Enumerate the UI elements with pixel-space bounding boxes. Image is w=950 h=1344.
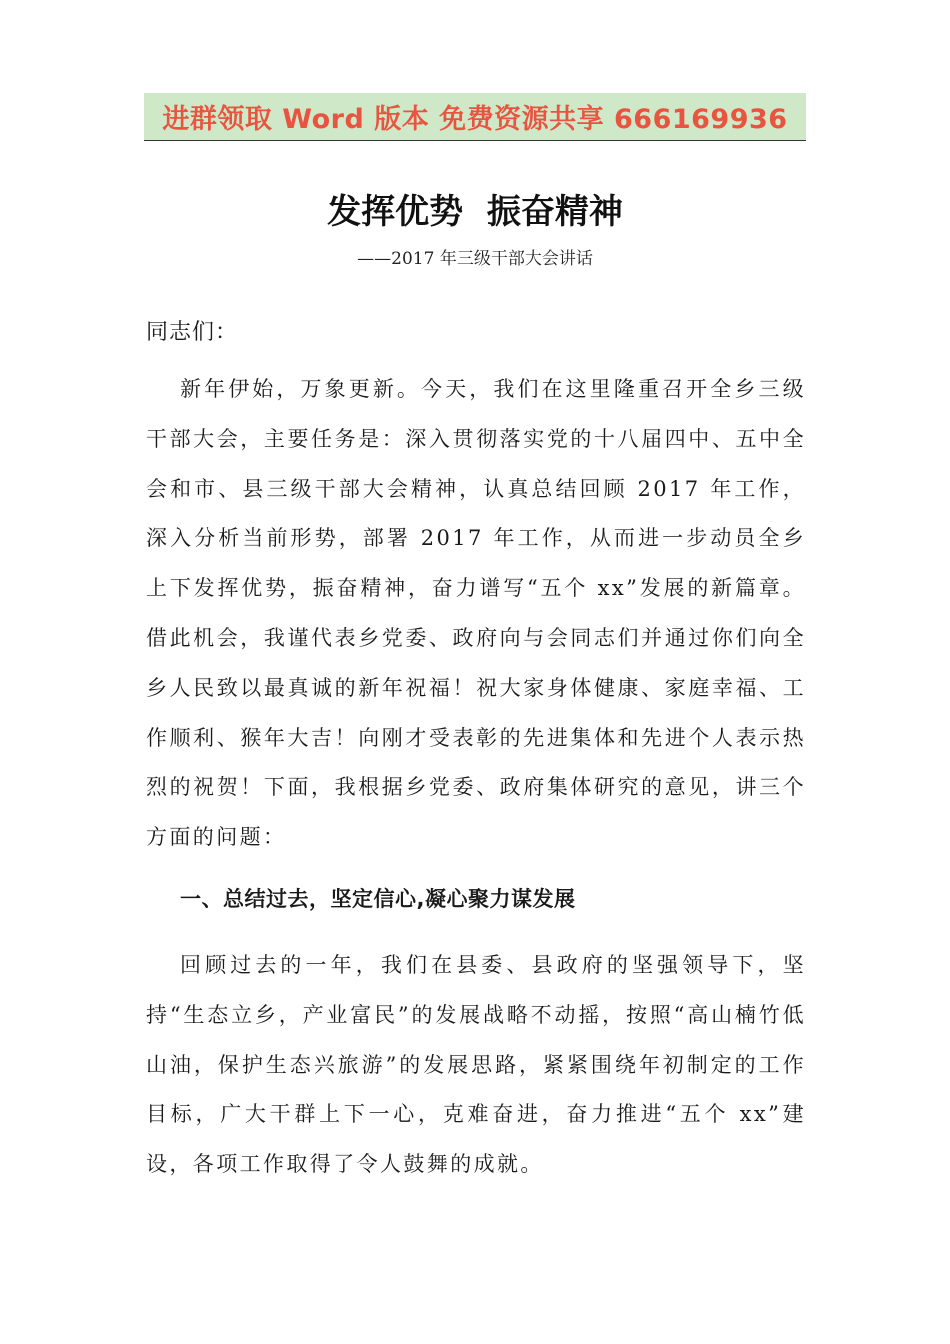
document-subtitle: ——2017 年三级干部大会讲话 — [357, 249, 593, 269]
document-body — [146, 308, 806, 1190]
salutation: 同志们： — [146, 320, 239, 345]
section-heading-1: 一、总结过去，坚定信心,凝心聚力谋发展 — [180, 886, 576, 911]
promo-banner-text: 进群领取 Word 版本 免费资源共享 666169936 — [162, 104, 788, 135]
promo-banner — [144, 93, 806, 141]
paragraph-opening: 新年伊始，万象更新。今天，我们在这里隆重召开全乡三级干部大会，主要任务是：深入贯彻落实党的十八届四中、五中全会和市、县三级干部大会精神，认真总结回顾 2017 年工作，深入分析当前形势，部署 2017 年工作，从而进一步动员全乡上下发挥优势，振奋精神，奋力谱写“五个 xx”发展的新篇章。借此机会，我谨代表乡党委、政府向与会同志们并通过你们向全乡人民致以最真诚的新年祝福！祝大家身体健康、家庭幸福、工作顺利、猴年大吉！向刚才受表彰的先进集体和先进个人表示热烈的祝贺！下面，我根据乡党委、政府集体研究的意见，讲三个方面的问题： — [146, 377, 806, 850]
document-title: 发挥优势 振奋精神 — [327, 192, 623, 232]
paragraph-review: 回顾过去的一年，我们在县委、县政府的坚强领导下，坚持“生态立乡，产业富民”的发展战略不动摇，按照“高山楠竹低山油，保护生态兴旅游”的发展思路，紧紧围绕年初制定的工作目标，广大干群上下一心，克难奋进，奋力推进“五个 xx”建设，各项工作取得了令人鼓舞的成就。 — [146, 952, 806, 1177]
